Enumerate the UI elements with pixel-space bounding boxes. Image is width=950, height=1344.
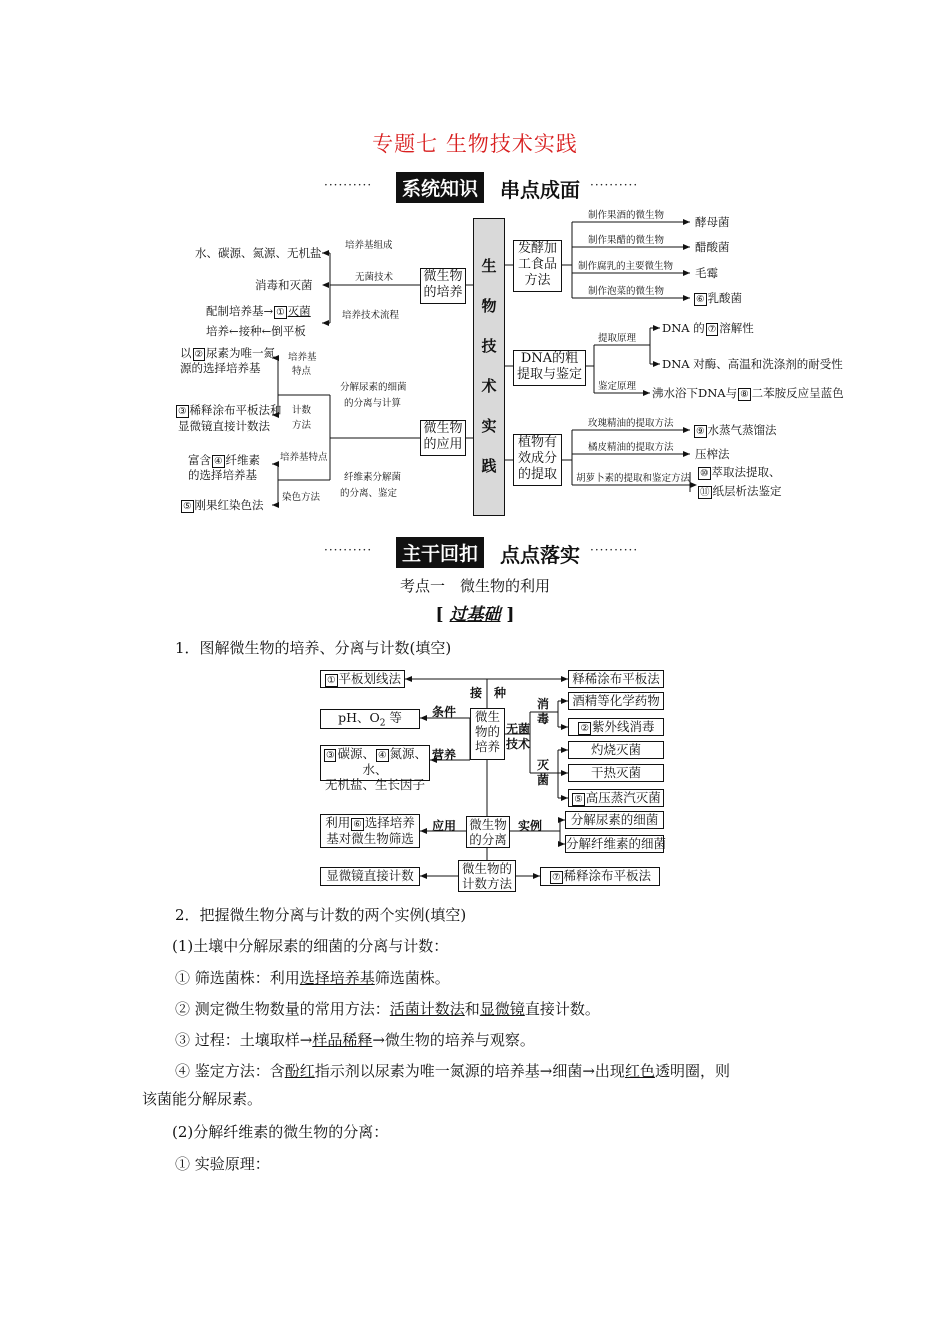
branch-label: 的分离与计算 <box>344 398 402 409</box>
leaf-text: 溶解性 <box>719 321 754 335</box>
node-line: 效成分 <box>517 451 557 466</box>
box-streak <box>320 670 405 688</box>
leaf-text: 二苯胺反应呈蓝色 <box>751 386 844 400</box>
box-text: 高压蒸汽灭菌 <box>585 790 661 805</box>
box-counting <box>458 860 516 892</box>
item-3 <box>175 1028 535 1052</box>
label-line: 灭 <box>537 758 550 772</box>
center-char: 实 <box>481 417 497 435</box>
box-dilution-plate <box>540 867 660 886</box>
branch-label: 玫瑰精油的提取方法 <box>588 418 674 429</box>
blank-number: ⑧ <box>740 389 749 400</box>
leaf-text <box>175 403 282 418</box>
item-1 <box>175 966 450 990</box>
branch-label: 胡萝卜素的提取和鉴定方法 <box>576 473 691 484</box>
page-title: 专题七 生物技术实践 <box>372 132 578 156</box>
label-line: 毒 <box>537 712 550 726</box>
leaf-text <box>697 484 782 499</box>
leaf-text: 萃取法提取、 <box>711 465 781 479</box>
node-line: 植物有 <box>517 435 557 450</box>
blank-number: ⑦ <box>551 872 561 883</box>
box-nutrients <box>320 745 430 792</box>
box-text: 计数方法 <box>461 876 512 891</box>
answer-text: 酚红 <box>284 1062 315 1080</box>
box-text: 碳源、 <box>337 746 375 761</box>
banner-dots-left: ·········· <box>324 178 373 192</box>
leaf-text <box>180 346 275 361</box>
node-line: 的提取 <box>517 467 557 482</box>
banner-subtitle: 点点落实 <box>500 543 580 567</box>
blank-number: ⑤ <box>574 794 583 805</box>
leaf-text <box>652 386 844 401</box>
box-text: pH、O <box>338 710 380 725</box>
branch-label: 制作果醋的微生物 <box>588 235 665 246</box>
item-4-continued: 该菌能分解尿素。 <box>142 1090 263 1108</box>
box-ph <box>320 709 420 729</box>
center-char: 践 <box>481 457 497 475</box>
leaf-text: 灭菌 <box>287 304 311 318</box>
box-text: 无机盐、生长因子 <box>324 777 425 792</box>
label-line: 无菌 <box>506 722 531 736</box>
leaf-text: 乳酸菌 <box>707 291 743 305</box>
text: 和 <box>464 1000 480 1018</box>
box-text: 紫外线消毒 <box>592 719 655 734</box>
node-line: 发酵加 <box>517 241 557 256</box>
branch-label: 方法 <box>292 420 312 431</box>
center-char: 术 <box>481 377 497 395</box>
bracket: [ <box>435 605 444 625</box>
node-plant <box>513 434 562 486</box>
blank-number: ③ <box>325 750 335 761</box>
leaf-text: 醋酸菌 <box>695 240 730 254</box>
node-line: 微生物 <box>423 269 463 284</box>
center-node <box>473 218 505 516</box>
box-text: 利用 <box>325 815 351 830</box>
node-application <box>420 420 466 456</box>
label-condition: 条件 <box>432 705 457 719</box>
leaf-text: 源的选择培养基 <box>180 361 261 375</box>
box-dilution: 释稀涂布平板法 <box>568 670 664 688</box>
box-text: 稀释涂布平板法 <box>563 868 652 883</box>
item-2 <box>175 997 600 1021</box>
box-text: 微生物的 <box>461 861 512 876</box>
answer-text: 样品稀释 <box>312 1031 373 1049</box>
leaf-text: 毛霉 <box>695 266 718 280</box>
box-cultivation <box>470 708 505 760</box>
leaf-text: 稀释涂布平板法和 <box>189 403 282 417</box>
node-line: 的培养 <box>423 285 463 300</box>
box-text: 培养 <box>474 739 500 754</box>
node-cultivation <box>420 268 466 304</box>
blank-number: ⑪ <box>700 487 710 498</box>
box-text: 基对微生物筛选 <box>326 831 414 846</box>
leaf-text <box>188 453 260 468</box>
blank-number: ④ <box>378 750 387 761</box>
subsection-2: (2)分解纤维素的微生物的分离： <box>172 1123 389 1141</box>
banner-label: 主干回扣 <box>396 537 484 568</box>
box-autoclave <box>568 789 664 807</box>
section-heading: 考点一 微生物的利用 <box>399 577 550 595</box>
text: 透明圈，则 <box>654 1062 730 1080</box>
item-5: ① 实验原理： <box>175 1155 270 1173</box>
leaf-text: DNA 的 <box>662 321 705 335</box>
center-char: 物 <box>481 297 497 315</box>
box-uv <box>568 718 664 736</box>
leaf-text: DNA 对酶、高温和洗涤剂的耐受性 <box>662 357 843 371</box>
node-line: 微生物 <box>423 421 463 436</box>
branch-label: 培养基特点 <box>280 452 328 463</box>
tag-text: 过基础 <box>449 605 501 625</box>
blank-number: ⑤ <box>183 501 192 512</box>
center-char: 生 <box>481 257 497 275</box>
banner-dots-right: ·········· <box>590 543 639 557</box>
section-banner <box>310 535 650 567</box>
blank-number: ⑥ <box>696 294 705 305</box>
branch-label: 纤维素分解菌 <box>344 472 402 483</box>
leaf-text <box>180 498 264 513</box>
box-microscope: 显微镜直接计数 <box>320 867 420 886</box>
leaf-text <box>697 465 781 480</box>
box-text: 平板划线法 <box>338 671 402 686</box>
blank-number: ⑩ <box>700 468 709 479</box>
label-example: 实例 <box>518 819 543 833</box>
branch-label: 计数 <box>292 405 312 416</box>
box-text: 物的 <box>474 724 500 739</box>
banner-subtitle: 串点成面 <box>500 178 580 202</box>
label-line: 菌 <box>537 773 550 787</box>
node-line: 的应用 <box>423 437 463 452</box>
answer-text: 活菌计数法 <box>389 1000 465 1018</box>
branch-label: 培养基 <box>288 352 317 363</box>
leaf-text <box>693 291 742 306</box>
leaf-text: 配制培养基→ <box>206 304 274 318</box>
label-line: 技术 <box>506 737 531 751</box>
box-text: 氮源、水、 <box>362 746 428 777</box>
box-burn: 灼烧灭菌 <box>568 741 664 759</box>
box-dry: 干热灭菌 <box>568 764 664 782</box>
text: ③ 过程：土壤取样→ <box>175 1031 313 1049</box>
blank-number: ⑨ <box>696 426 705 437</box>
box-text: 等 <box>385 710 402 725</box>
node-line: 提取与鉴定 <box>516 367 582 382</box>
blank-number: ② <box>580 723 589 734</box>
branch-label: 制作腐乳的主要微生物 <box>578 261 674 272</box>
blank-number: ⑦ <box>707 324 717 335</box>
box-text: 选择培养 <box>364 815 415 830</box>
leaf-text: 纸层析法鉴定 <box>712 484 782 498</box>
leaf-text: 压榨法 <box>695 447 730 461</box>
leaf-text: 水蒸气蒸馏法 <box>707 423 777 437</box>
box-selective <box>320 814 420 848</box>
node-line: 工食品 <box>517 257 557 272</box>
banner-dots-left: ·········· <box>324 543 373 557</box>
text: 直接计数。 <box>524 1000 600 1018</box>
subsection-1: (1)土壤中分解尿素的细菌的分离与计数： <box>172 937 449 955</box>
node-line: 方法 <box>524 273 551 288</box>
leaf-text: 刚果红染色法 <box>194 498 264 512</box>
leaf-text: 纤维素 <box>225 453 261 467</box>
node-ferment <box>513 240 562 292</box>
box-text: 微生 <box>474 709 500 724</box>
section-tag <box>0 600 950 625</box>
blank-number: ② <box>194 349 204 360</box>
answer-text: 显微镜 <box>479 1000 525 1018</box>
label-inoculate: 接 种 <box>470 686 507 700</box>
text: 指示剂以尿素为唯一氮源的培养基→细菌→出现 <box>314 1062 625 1080</box>
text: ④ 鉴定方法：含 <box>175 1062 285 1080</box>
box-cellulose: 分解纤维素的细菌 <box>566 836 667 851</box>
label-apply: 应用 <box>432 819 457 833</box>
branch-label: 无菌技术 <box>355 272 394 283</box>
blank-number: ③ <box>178 406 187 417</box>
banner-label: 系统知识 <box>396 172 484 203</box>
node-line: DNA的粗 <box>520 351 579 366</box>
blank-number: ④ <box>214 456 223 467</box>
branch-label: 特点 <box>292 366 312 377</box>
box-urea: 分解尿素的细菌 <box>565 811 664 829</box>
box-separation <box>466 816 510 848</box>
question-2: 2．把握微生物分离与计数的两个实例(填空) <box>175 906 467 924</box>
answer-text: 红色 <box>624 1062 655 1080</box>
leaf-text: 尿素为唯一氮 <box>206 346 276 360</box>
leaf-text: 消毒和灭菌 <box>255 278 313 292</box>
leaf-text: 水、碳源、氮源、无机盐 <box>195 246 322 260</box>
branch-label: 培养技术流程 <box>342 310 400 321</box>
box-text: 2 <box>379 718 386 729</box>
text: 筛选菌株。 <box>374 969 450 987</box>
leaf-text: 沸水浴下DNA与 <box>652 386 738 400</box>
leaf-text: 酵母菌 <box>695 215 730 229</box>
branch-label: 鉴定原理 <box>598 381 637 392</box>
item-4 <box>175 1059 730 1083</box>
answer-text: 选择培养基 <box>299 969 375 987</box>
branch-label: 制作泡菜的微生物 <box>588 286 665 297</box>
leaf-text <box>662 321 754 336</box>
leaf-text: 的选择培养基 <box>188 468 257 482</box>
bracket: ] <box>506 605 515 625</box>
leaf-text: 以 <box>180 346 192 360</box>
branch-label: 橘皮精油的提取方法 <box>588 442 674 453</box>
branch-label: 分解尿素的细菌 <box>340 382 407 393</box>
leaf-text <box>206 304 311 319</box>
blank-number: ① <box>326 675 336 686</box>
leaf-text: 培养←接种←倒平板 <box>206 324 306 338</box>
leaf-text <box>693 423 777 438</box>
label-disinfect <box>537 697 549 727</box>
blank-number: ⑥ <box>353 819 362 830</box>
box-text: 微生物 <box>469 817 507 832</box>
leaf-text: 显微镜直接计数法 <box>178 419 270 433</box>
label-nutrition: 营养 <box>432 748 457 762</box>
branch-label: 培养基组成 <box>345 240 393 251</box>
branch-label: 制作果酒的微生物 <box>588 210 665 221</box>
center-char: 技 <box>481 337 497 355</box>
box-text: 的分离 <box>469 832 507 847</box>
branch-label: 的分离、鉴定 <box>340 488 398 499</box>
branch-label: 染色方法 <box>282 492 321 503</box>
label-aseptic <box>506 722 530 752</box>
text: ① 筛选菌株：利用 <box>175 969 300 987</box>
label-sterilize <box>537 758 549 788</box>
box-alcohol: 酒精等化学药物 <box>568 692 664 710</box>
question-1: 1．图解微生物的培养、分离与计数(填空) <box>175 639 452 657</box>
blank-number: ① <box>276 307 285 318</box>
branch-label: 提取原理 <box>598 333 637 344</box>
banner-dots-right: ·········· <box>590 178 639 192</box>
node-dna <box>513 350 586 386</box>
text: →微生物的培养与观察。 <box>372 1031 535 1049</box>
text: ② 测定微生物数量的常用方法： <box>175 1000 390 1018</box>
label-line: 消 <box>537 697 550 711</box>
leaf-text: 富含 <box>188 453 211 467</box>
